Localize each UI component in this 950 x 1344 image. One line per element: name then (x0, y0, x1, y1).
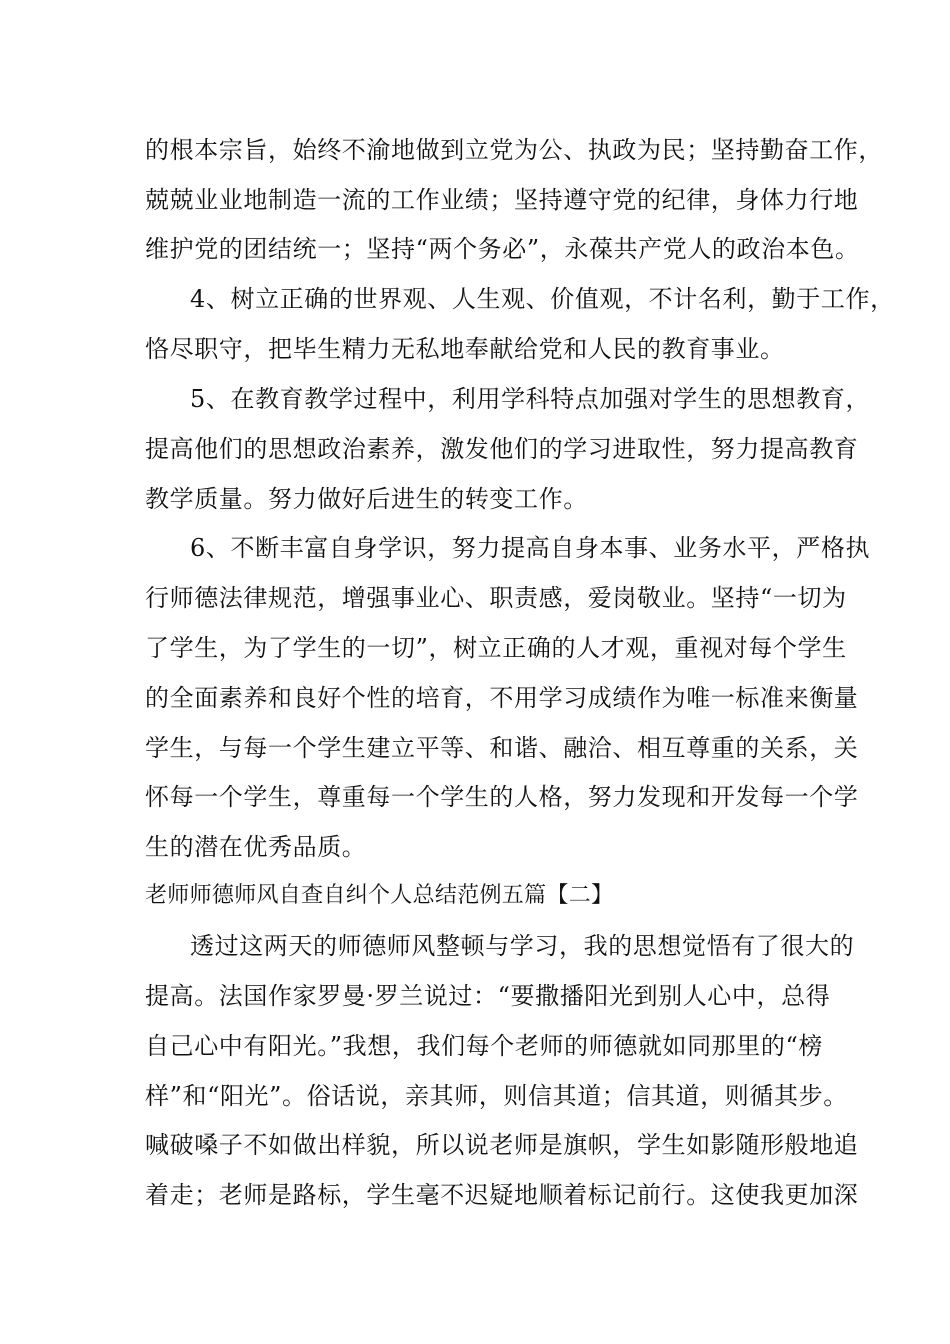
text-line: 着走；老师是路标，学生毫不迟疑地顺着标记前行。这使我更加深 (145, 1181, 859, 1209)
text-line: 透过这两天的师德师风整顿与学习，我的思想觉悟有了很大的 (190, 932, 855, 960)
text-line: 4、树立正确的世界观、人生观、价值观，不计名利，勤于工作， (190, 285, 895, 313)
text-line: 学生，与每一个学生建立平等、和谐、融洽、相互尊重的关系，关 (145, 734, 859, 762)
text-line: 教学质量。努力做好后进生的转变工作。 (145, 485, 588, 513)
text-line: 6、不断丰富自身学识，努力提高自身本事、业务水平，严格执 (190, 534, 871, 562)
text-line: 的根本宗旨，始终不渝地做到立党为公、执政为民；坚持勤奋工作， (145, 136, 883, 164)
text-line: 提高。法国作家罗曼·罗兰说过：“要撒播阳光到别人心中，总得 (145, 982, 831, 1010)
text-line: 样”和“阳光”。俗话说，亲其师，则信其道；信其道，则循其步。 (145, 1082, 848, 1110)
text-line: 提高他们的思想政治素养，激发他们的学习进取性，努力提高教育 (145, 435, 859, 463)
text-line: 行师德法律规范，增强事业心、职责感，爱岗敬业。坚持“一切为 (145, 584, 847, 612)
text-line: 了学生，为了学生的一切”，树立正确的人才观，重视对每个学生 (145, 634, 847, 662)
text-line: 生的潜在优秀品质。 (145, 833, 367, 861)
text-line: 5、在教育教学过程中，利用学科特点加强对学生的思想教育， (190, 385, 871, 413)
section-heading: 老师师德师风自查自纠个人总结范例五篇【二】 (145, 883, 614, 908)
text-line: 维护党的团结统一；坚持“两个务必”，永葆共产党人的政治本色。 (145, 235, 860, 263)
text-line: 怀每一个学生，尊重每一个学生的人格，努力发现和开发每一个学 (145, 783, 859, 811)
text-line: 喊破嗓子不如做出样貌，所以说老师是旗帜，学生如影随形般地追 (145, 1131, 859, 1159)
text-line: 的全面素养和良好个性的培育，不用学习成绩作为唯一标准来衡量 (145, 684, 859, 712)
text-line: 兢兢业业地制造一流的工作业绩；坚持遵守党的纪律，身体力行地 (145, 186, 859, 214)
text-line: 自己心中有阳光。”我想，我们每个老师的师德就如同那里的“榜 (145, 1032, 823, 1060)
text-line: 恪尽职守，把毕生精力无私地奉献给党和人民的教育事业。 (145, 335, 785, 363)
